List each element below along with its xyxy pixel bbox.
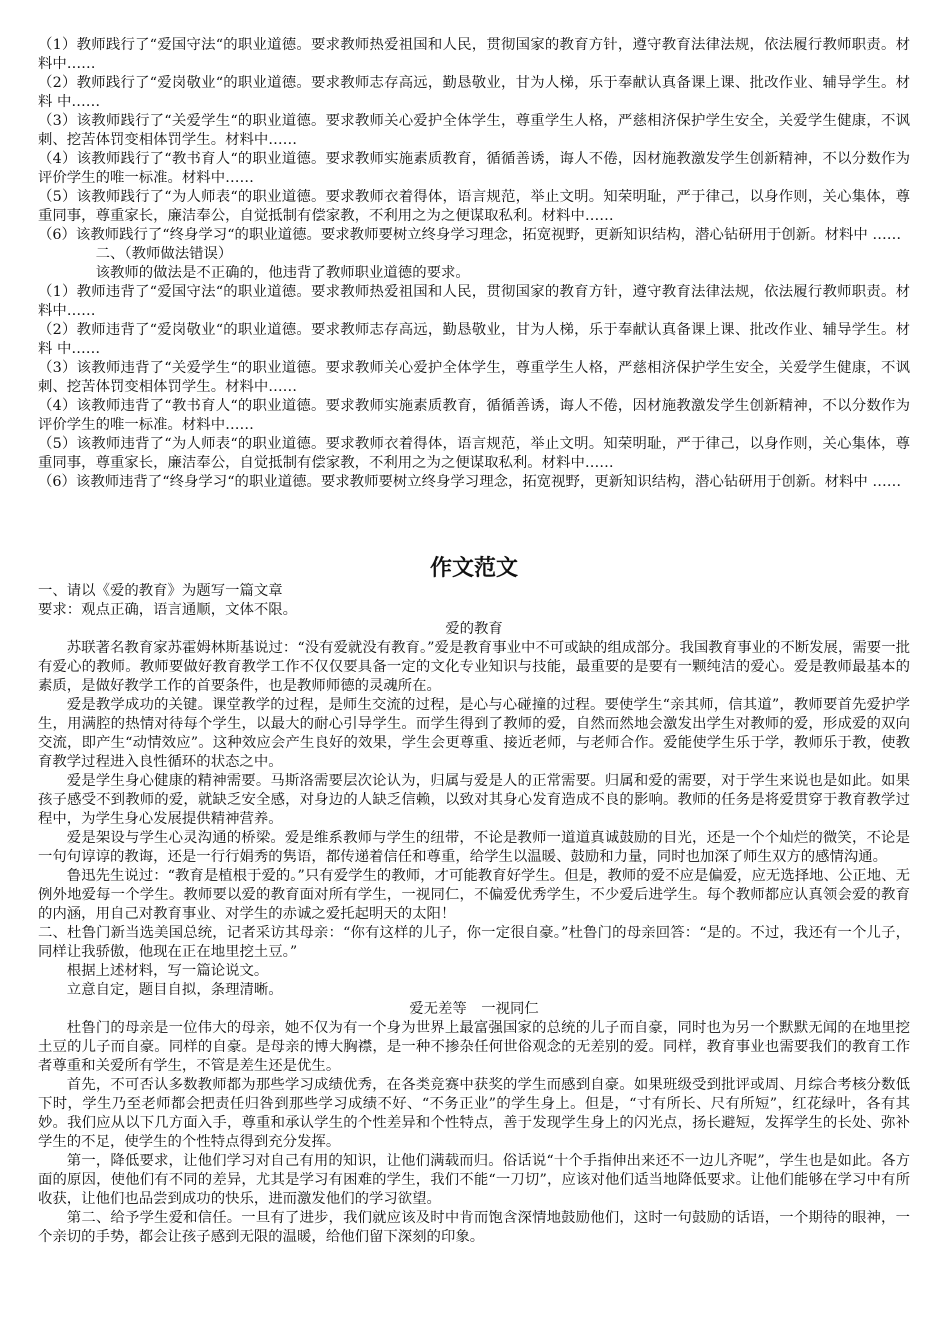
essay-paragraph: 爱是学生身心健康的精神需要。马斯洛需要层次论认为，归属与爱是人的正常需要。归属和爱的需要，对于学生来说也是如此。如果孩子感受不到教师的爱，就缺乏安全感，对身边的人缺乏信赖，以致对其身心发育造成不良的影响。教师的任务是将爱贯穿于教育教学过程中，为学生身心发展提供精神营养。	[38, 773, 910, 827]
section-heading: 二、（教师做法错误）	[95, 246, 233, 262]
section-intro: 该教师的做法是不正确的，他违背了教师职业道德的要求。	[95, 265, 470, 281]
ethics-point: （2）教师违背了“爱岗敬业“的职业道德。要求教师志存高远，勤恳敬业，甘为人梯，乐于奉献认真备课上课、批改作业、辅导学生。材料 中……	[38, 322, 910, 357]
teacher-ethics-correct-section	[38, 36, 910, 492]
ethics-point: （2）教师践行了“爱岗敬业“的职业道德。要求教师志存高远，勤恳敬业，甘为人梯，乐于奉献认真备课上课、批改作业、辅导学生。材料 中……	[38, 75, 910, 110]
question-prompt: 二、杜鲁门新当选美国总统，记者采访其母亲：“你有这样的儿子，你一定很自豪。”杜鲁门的母亲回答：“是的。不过，我还有一个儿子，同样让我骄傲，他现在正在地里挖土豆。”	[38, 925, 910, 960]
essay-heading: 作文范文	[429, 556, 518, 581]
essay-paragraph: 苏联著名教育家苏霍姆林斯基说过：“没有爱就没有教育。”爱是教育事业中不可或缺的组成部分。我国教育事业的不断发展，需要一批有爱心的教师。教师要做好教育教学工作不仅仅要具备一定的文化专业知识与技能，最重要的是要有一颗纯洁的爱心。爱是教师最基本的素质，是做好教学工作的首要条件，也是教师师德的灵魂所在。	[38, 640, 910, 694]
ethics-point: （3）该教师违背了“关爱学生“的职业道德。要求教师关心爱护全体学生，尊重学生人格，严慈相济保护学生安全，关爱学生健康，不讽刺、挖苦体罚变相体罚学生。材料中……	[38, 360, 910, 395]
ethics-point: （1）教师违背了“爱国守法“的职业道德。要求教师热爱祖国和人民，贯彻国家的教育方针，遵守教育法律法规，依法履行教师职责。材料中……	[38, 284, 910, 319]
essay-paragraph: 第二、给予学生爱和信任。一旦有了进步，我们就应该及时中肯而饱含深情地鼓励他们，这时一句鼓励的话语，一个期待的眼神，一个亲切的手势，都会让孩子感到无限的温暖，给他们留下深刻的印象。	[38, 1210, 910, 1245]
ethics-point: （1）教师践行了“爱国守法“的职业道德。要求教师热爱祖国和人民，贯彻国家的教育方针，遵守教育法律法规，依法履行教师职责。材料中……	[38, 37, 910, 72]
ethics-point: （6）该教师践行了“终身学习“的职业道德。要求教师要树立终身学习理念，拓宽视野，更新知识结构，潜心钻研用于创新。材料中 ……	[38, 227, 902, 243]
essay-paragraph: 杜鲁门的母亲是一位伟大的母亲，她不仅为有一个身为世界上最富强国家的总统的儿子而自豪，同时也为另一个默默无闻的在地里挖土豆的儿子而自豪。同样的自豪。是母亲的博大胸襟，是一种不掺杂任何世俗观念的无差别的爱。同样，教育事业也需要我们的教育工作者尊重和关爱所有学生，不管是差生还是优生。	[38, 1020, 910, 1074]
ethics-point: （5）该教师践行了“为人师表“的职业道德。要求教师衣着得体，语言规范，举止文明。知荣明耻，严于律己，以身作则，关心集体，尊重同事，尊重家长，廉洁奉公，自觉抵制有偿家教，不利用之为之便谋取私利。材料中……	[38, 189, 910, 224]
essay-title: 爱的教育	[445, 621, 503, 637]
essay-paragraph: 鲁迅先生说过：“教育是植根于爱的。”只有爱学生的教师，才可能教育好学生。但是，教师的爱不应是偏爱，应无选择地、公正地、无例外地爱每一个学生。教师要以爱的教育面对所有学生，一视同仁，不偏爱优秀学生，不少爱后进学生。每个教师都应认真领会爱的教育的内涵，用自己对教育事业、对学生的赤诚之爱托起明天的太阳！	[38, 868, 910, 922]
ethics-point: （4）该教师践行了“教书育人“的职业道德。要求教师实施素质教育，循循善诱，诲人不倦，因材施教激发学生创新精神，不以分数作为评价学生的唯一标准。材料中……	[38, 151, 910, 186]
essay-title: 爱无差等 一视同仁	[409, 1001, 539, 1017]
essay-paragraph: 爱是教学成功的关键。课堂教学的过程，是师生交流的过程，是心与心碰撞的过程。要使学生“亲其师，信其道”，教师要首先爱护学生，用满腔的热情对待每个学生，以最大的耐心引导学生。而学生得到了教师的爱，自然而然地会激发出学生对教师的爱，形成爱的双向交流，即产生“动情效应”。这种效应会产生良好的效果，学生会更尊重、接近老师，与老师合作。爱能使学生乐于学，教师乐于教，使教育教学过程进入良性循环的状态之中。	[38, 697, 910, 770]
essay-paragraph: 爱是架设与学生心灵沟通的桥梁。爱是维系教师与学生的纽带，不论是教师一道道真诚鼓励的目光，还是一个个灿烂的微笑，不论是一句句谆谆的教诲，还是一行行娟秀的隽语，都传递着信任和尊重，给学生以温暖、鼓励和力量，同时也加深了师生双方的感情沟通。	[38, 830, 910, 865]
essay-paragraph: 首先，不可否认多数教师都为那些学习成绩优秀，在各类竞赛中获奖的学生而感到自豪。如果班级受到批评或周、月综合考核分数低下时，学生乃至老师都会把责任归咎到那些学习成绩不好、“不务正业”的学生身上。但是，“寸有所长、尺有所短”，红花绿叶，各有其妙。我们应从以下几方面入手，尊重和承认学生的个性差异和个性特点，善于发现学生身上的闪光点，扬长避短，发挥学生的长处、弥补学生的不足，使学生的个性特点得到充分发挥。	[38, 1077, 910, 1150]
question-requirement: 要求：观点正确，语言通顺，文体不限。	[38, 602, 298, 618]
essay-paragraph: 第一，降低要求，让他们学习对自己有用的知识，让他们满载而归。俗话说“十个手指伸出来还不一边儿齐呢”，学生也是如此。各方面的原因，使他们有不同的差异，尤其是学习有困难的学生，我们不能“一刀切”，应该对他们适当地降低要求。让他们能够在学习中有所收获，让他们也品尝到成功的快乐，进而激发他们的学习欲望。	[38, 1153, 910, 1207]
ethics-point: （4）该教师违背了“教书育人“的职业道德。要求教师实施素质教育，循循善诱，诲人不倦，因材施教激发学生创新精神，不以分数作为评价学生的唯一标准。材料中……	[38, 398, 910, 433]
essay-section	[38, 556, 910, 1247]
question-instruction: 根据上述材料，写一篇论说文。	[66, 963, 269, 979]
question-prompt: 一、请以《爱的教育》为题写一篇文章	[38, 583, 283, 599]
ethics-point: （5）该教师违背了“为人师表“的职业道德。要求教师衣着得体，语言规范，举止文明。知荣明耻，严于律己，以身作则，关心集体，尊重同事，尊重家长，廉洁奉公，自觉抵制有偿家教，不利用之为之便谋取私利。材料中……	[38, 436, 910, 471]
ethics-point: （3）该教师践行了“关爱学生“的职业道德。要求教师关心爱护全体学生，尊重学生人格，严慈相济保护学生安全，关爱学生健康，不讽刺、挖苦体罚变相体罚学生。材料中……	[38, 113, 910, 148]
question-instruction: 立意自定，题目自拟，条理清晰。	[66, 982, 283, 998]
ethics-point: （6）该教师违背了“终身学习“的职业道德。要求教师要树立终身学习理念，拓宽视野，更新知识结构，潜心钻研用于创新。材料中 ……	[38, 474, 902, 490]
